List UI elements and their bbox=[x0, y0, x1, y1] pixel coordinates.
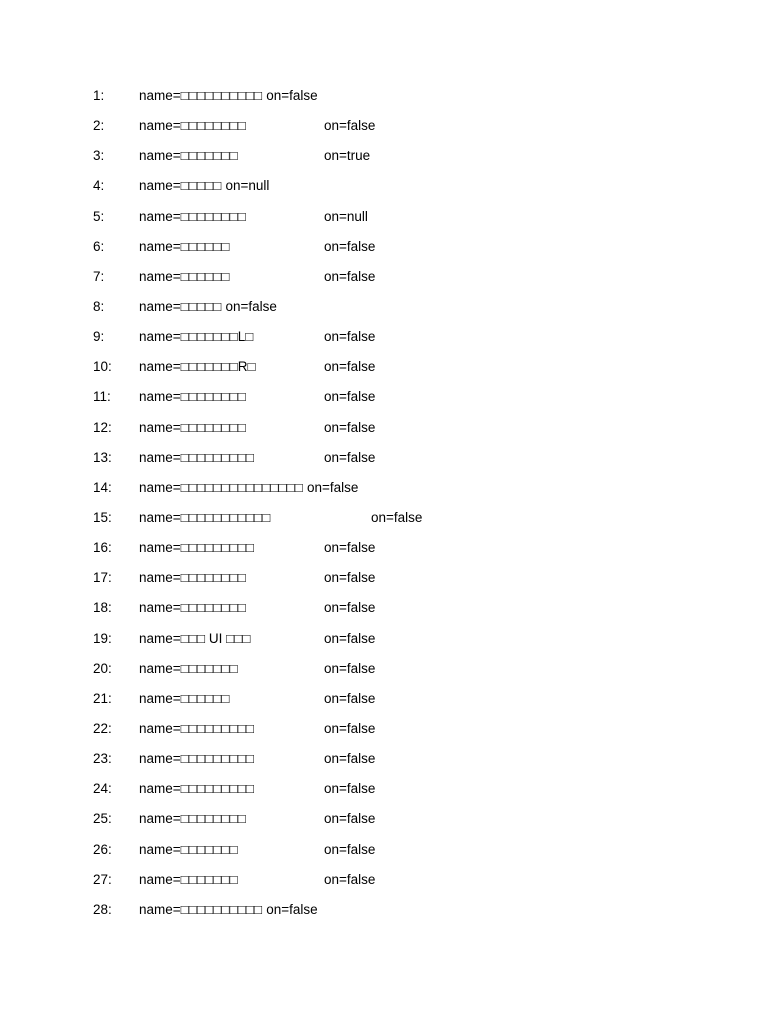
list-item bbox=[93, 509, 693, 539]
name-value: name=□□□□□□□□□ bbox=[139, 540, 255, 556]
name-value: name=□□□□□□ bbox=[139, 238, 230, 254]
name-value: name=□□□□□□□□□ bbox=[139, 751, 255, 767]
line-number: 24: bbox=[93, 781, 112, 797]
line-number: 11: bbox=[93, 389, 111, 405]
list-item bbox=[93, 358, 693, 388]
name-value: name=□□□□□□□ bbox=[139, 148, 238, 164]
on-value: on=false bbox=[324, 871, 376, 887]
line-number: 17: bbox=[93, 570, 112, 586]
line-number: 13: bbox=[93, 449, 112, 465]
name-value: name=□□□□□□ bbox=[139, 690, 230, 706]
name-value: name=□□□□□□□□ bbox=[139, 600, 246, 616]
list-item bbox=[93, 268, 693, 298]
list-item bbox=[93, 208, 693, 238]
name-value: name=□□□□□□□ bbox=[139, 871, 238, 887]
on-value: on=false bbox=[324, 329, 376, 345]
line-number: 23: bbox=[93, 751, 112, 767]
list-item bbox=[93, 599, 693, 629]
list-item bbox=[93, 539, 693, 569]
name-value: name=□□□□□□□ bbox=[139, 841, 238, 857]
name-value: name=□□□□□□□□□ bbox=[139, 449, 255, 465]
list-item bbox=[93, 147, 693, 177]
on-value: on=null bbox=[225, 178, 270, 194]
on-value: on=null bbox=[324, 208, 368, 224]
on-value: on=false bbox=[324, 419, 376, 435]
line-number: 27: bbox=[93, 871, 112, 887]
on-value: on=false bbox=[266, 901, 318, 917]
on-value: on=false bbox=[324, 811, 376, 827]
on-value: on=false bbox=[266, 88, 318, 103]
on-value: on=false bbox=[324, 118, 376, 134]
name-value: name=□□□□□□□□□□□□□□□ bbox=[139, 479, 303, 495]
list-item bbox=[93, 690, 693, 720]
list-item bbox=[93, 810, 693, 840]
on-value: on=false bbox=[324, 660, 376, 676]
on-value: on=false bbox=[324, 690, 376, 706]
line-number: 15: bbox=[93, 509, 112, 525]
name-value: name=□□□□□□ bbox=[139, 268, 230, 284]
list-item bbox=[93, 630, 693, 660]
line-number: 5: bbox=[93, 208, 105, 224]
name-value: name=□□□□□□□□ bbox=[139, 208, 246, 224]
on-value: on=false bbox=[324, 781, 376, 797]
line-number: 2: bbox=[93, 118, 105, 134]
name-value: name=□□□□□□□□□□ bbox=[139, 88, 263, 103]
line-number: 21: bbox=[93, 690, 112, 706]
list-item bbox=[93, 479, 693, 509]
name-value: name=□□□□□□□□ bbox=[139, 389, 246, 405]
line-number: 8: bbox=[93, 298, 105, 314]
line-number: 25: bbox=[93, 811, 112, 827]
name-value: name=□□□□□□□□□□□ bbox=[139, 509, 271, 525]
line-number: 16: bbox=[93, 540, 112, 556]
list-item bbox=[93, 720, 693, 750]
line-number: 3: bbox=[93, 148, 105, 164]
name-value: name=□□□□□□□□□ bbox=[139, 720, 255, 736]
line-number: 14: bbox=[93, 479, 112, 495]
on-value: on=false bbox=[324, 600, 376, 616]
list-item bbox=[93, 87, 693, 117]
list-item bbox=[93, 328, 693, 358]
list-item bbox=[93, 117, 693, 147]
name-value: name=□□□□□ bbox=[139, 178, 222, 194]
line-number: 12: bbox=[93, 419, 112, 435]
on-value: on=false bbox=[324, 720, 376, 736]
name-value: name=□□□□□□□□ bbox=[139, 570, 246, 586]
name-value: name=□□□□□□□R□ bbox=[139, 359, 256, 375]
name-value: name=□□□□□□□□□□ bbox=[139, 901, 263, 917]
on-value: on=false bbox=[324, 449, 376, 465]
list-item bbox=[93, 841, 693, 871]
line-number: 7: bbox=[93, 268, 105, 284]
line-number: 20: bbox=[93, 660, 112, 676]
on-value: on=false bbox=[324, 359, 376, 375]
name-value: name=□□□□□ bbox=[139, 298, 222, 314]
name-value: name=□□□□□□□ bbox=[139, 660, 238, 676]
name-value: name=□□□□□□□□ bbox=[139, 118, 246, 134]
on-value: on=true bbox=[324, 148, 371, 164]
on-value: on=false bbox=[225, 298, 277, 314]
on-value: on=false bbox=[371, 509, 423, 525]
line-number: 6: bbox=[93, 238, 105, 254]
list-item bbox=[93, 780, 693, 810]
name-value: name=□□□□□□□□□ bbox=[139, 781, 255, 797]
name-value: name=□□□□□□□□ bbox=[139, 811, 246, 827]
on-value: on=false bbox=[324, 389, 376, 405]
line-list bbox=[93, 87, 693, 931]
line-number: 1: bbox=[93, 88, 105, 103]
line-number: 26: bbox=[93, 841, 112, 857]
on-value: on=false bbox=[324, 540, 376, 556]
line-number: 28: bbox=[93, 901, 112, 917]
name-value: name=□□□□□□□L□ bbox=[139, 329, 254, 345]
list-item bbox=[93, 660, 693, 690]
on-value: on=false bbox=[324, 751, 376, 767]
name-value: name=□□□ UI □□□ bbox=[139, 630, 251, 646]
list-item bbox=[93, 449, 693, 479]
on-value: on=false bbox=[324, 268, 376, 284]
line-number: 4: bbox=[93, 178, 105, 194]
on-value: on=false bbox=[324, 841, 376, 857]
list-item bbox=[93, 388, 693, 418]
line-number: 10: bbox=[93, 359, 112, 375]
line-number: 19: bbox=[93, 630, 112, 646]
line-number: 9: bbox=[93, 329, 105, 345]
list-item bbox=[93, 569, 693, 599]
list-item bbox=[93, 901, 693, 931]
on-value: on=false bbox=[324, 570, 376, 586]
list-item bbox=[93, 238, 693, 268]
line-number: 18: bbox=[93, 600, 112, 616]
list-item bbox=[93, 750, 693, 780]
list-item bbox=[93, 419, 693, 449]
on-value: on=false bbox=[324, 630, 376, 646]
on-value: on=false bbox=[306, 479, 359, 495]
line-number: 22: bbox=[93, 720, 112, 736]
list-item bbox=[93, 177, 693, 207]
on-value: on=false bbox=[324, 238, 376, 254]
list-item bbox=[93, 298, 693, 328]
name-value: name=□□□□□□□□ bbox=[139, 419, 246, 435]
list-item bbox=[93, 871, 693, 901]
